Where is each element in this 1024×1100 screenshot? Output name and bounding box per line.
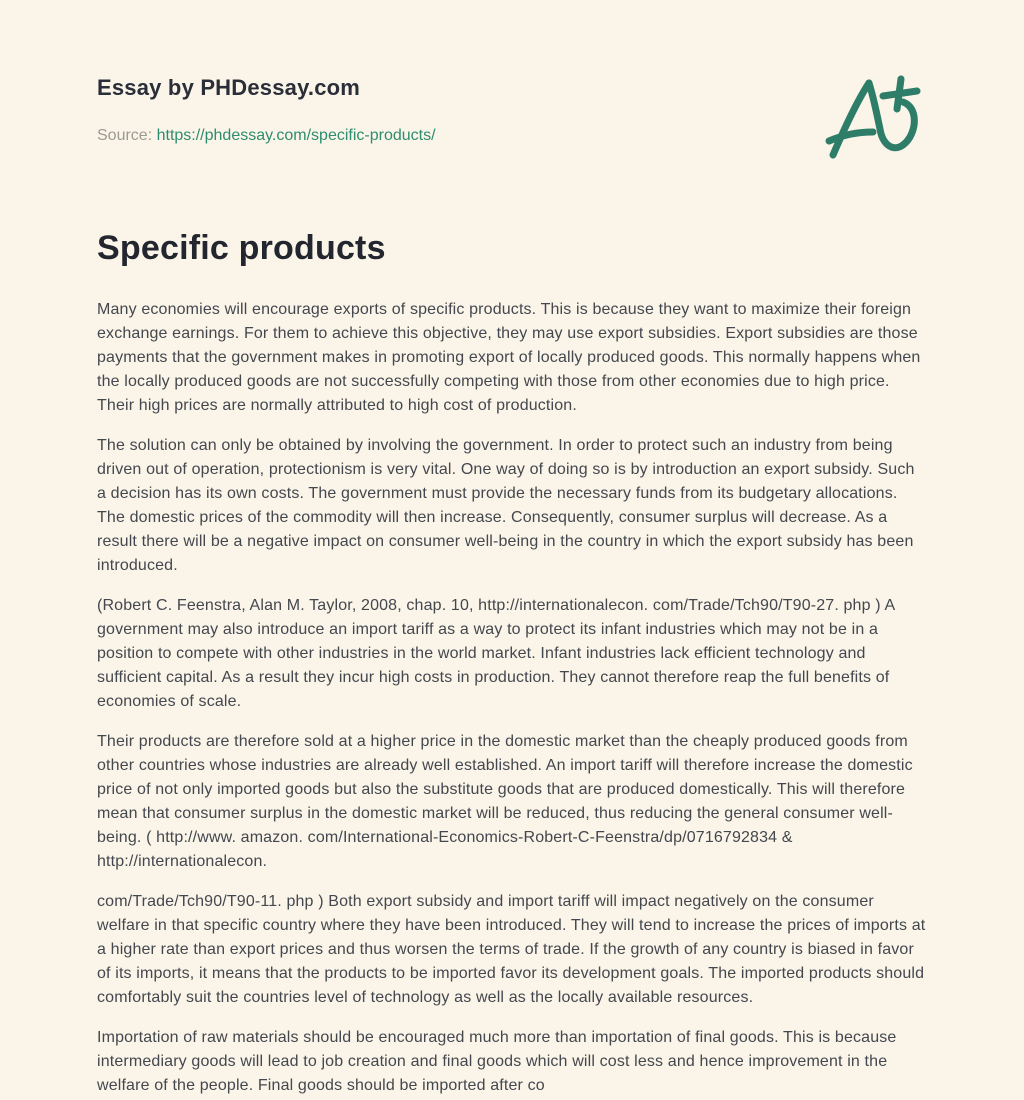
essay-paragraph: The solution can only be obtained by involving the government. In order to protect such an industry from being driven out of operation, protectionism is very vital. One way of doing so is by introduction an export subsidy. Such a decision has its own costs. The government must provide the necessary funds from its budgetary allocations. The domestic prices of the commodity will then increase. Consequently, consumer surplus will decrease. As a result there will be a negative impact on consumer well-being in the country in which the export subsidy has been introduced. [97,437,915,574]
essay-paragraph: Importation of raw materials should be encouraged much more than importation of final goods. This is because intermediary goods will lead to job creation and final goods which will cost less and hence improvement in the welfare of the people. Final goods should be imported after co [97,1029,897,1094]
a-plus-logo [819,71,927,167]
source-link[interactable]: https://phdessay.com/specific-products/ [156,127,436,144]
essay-paragraph: (Robert C. Feenstra, Alan M. Taylor, 2008, chap. 10, http://internationalecon. com/Trade/Tch90/T90-27. php ) A government may also introduce an import tariff as a way to protect its infant industries which may not be in a position to compete with other industries in the world market. Infant industries lack efficient technology and sufficient capital. As a result they incur high costs in production. They cannot therefore reap the full benefits of economies of scale. [97,597,895,710]
essay-paragraph: Many economies will encourage exports of specific products. This is because they want to maximize their foreign exchange earnings. For them to achieve this objective, they may use export subsidies. Export subsidies are those payments that the government makes in promoting export of locally produced goods. This normally happens when the locally produced goods are not successfully competing with those from other economies due to high price. Their high prices are normally attributed to high cost of production. [97,301,921,414]
page-header [97,75,927,145]
source-label: Source: [97,127,153,144]
essay-body [97,298,927,1098]
site-title: Essay by PHDessay.com [97,75,361,100]
essay-paragraph: Their products are therefore sold at a higher price in the domestic market than the cheaply produced goods from other countries whose industries are already well established. An import tariff will therefore increase the domestic price of not only imported goods but also the substitute goods that are produced domestically. This will therefore mean that consumer surplus in the domestic market will be reduced, thus reducing the general consumer well-being. ( http://www. amazon. com/International-Economics-Robert-C-Feenstra/dp/0716792834 & http://internationalecon. [97,733,913,870]
essay-title: Specific products [97,229,386,267]
essay-paragraph: com/Trade/Tch90/T90-11. php ) Both export subsidy and import tariff will impact negatively on the consumer welfare in that specific country where they have been introduced. They will tend to increase the prices of imports at a higher rate than export prices and thus worsen the terms of trade. If the growth of any country is biased in favor of its imports, it means that the products to be imported favor its development goals. The imported products should comfortably suit the countries level of technology as well as the locally available resources. [97,893,926,1006]
source-line [97,127,927,145]
